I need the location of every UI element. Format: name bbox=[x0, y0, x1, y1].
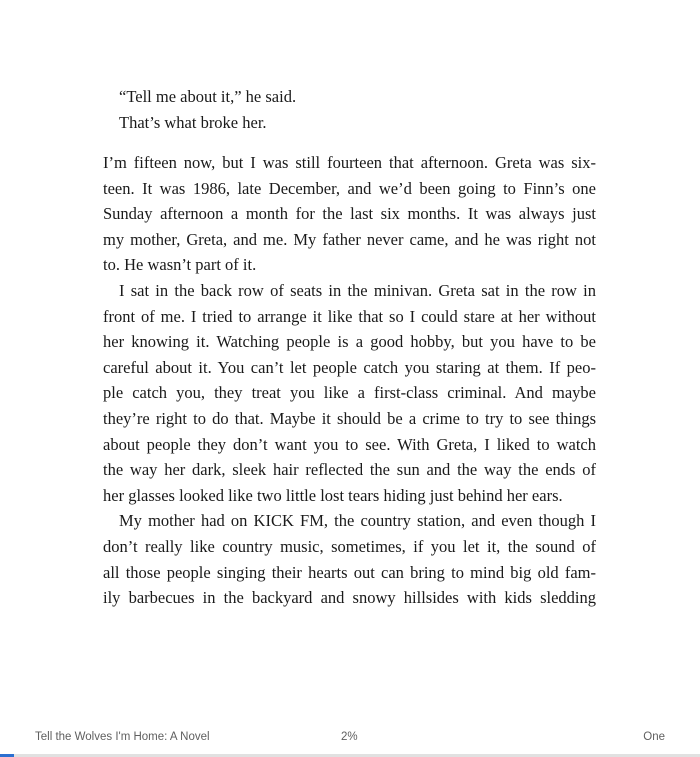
text-line: don’t really like country music, sometimes, if you let it, the sound of bbox=[103, 536, 596, 556]
text-line: teen. It was 1986, late December, and we’d been going to Finn’s one bbox=[103, 178, 596, 198]
text-line: careful about it. You can’t let people catch you staring at them. If peo- bbox=[103, 357, 596, 377]
book-title[interactable]: Tell the Wolves I'm Home: A Novel bbox=[35, 731, 210, 743]
text-line: her knowing it. Watching people is a good hobby, but you have to be bbox=[103, 332, 596, 352]
text-line: the way her dark, sleek hair reflected the sun and the way the ends of bbox=[103, 460, 596, 480]
dialogue-line: That’s what broke her. bbox=[119, 113, 267, 132]
text-line: her glasses looked like two little lost tears hiding just behind her ears. bbox=[103, 485, 563, 505]
text-line: all those people singing their hearts out can bring to mind big old fam- bbox=[103, 562, 596, 582]
dialogue-line: “Tell me about it,” he said. bbox=[119, 87, 297, 106]
body-text bbox=[103, 150, 596, 611]
text-line: I’m fifteen now, but I was still fourteen that afternoon. Greta was six- bbox=[103, 153, 596, 172]
dialogue-block bbox=[119, 84, 296, 136]
text-line: to. He wasn’t part of it. bbox=[103, 255, 257, 275]
text-line: front of me. I tried to arrange it like that so I could stare at her without bbox=[103, 306, 596, 326]
text-line: about people they don’t want you to see. With Greta, I liked to watch bbox=[103, 434, 596, 454]
text-line: ily barbecues in the backyard and snowy hillsides with kids sledding bbox=[103, 588, 596, 608]
text-line: My mother had on KICK FM, the country station, and even though I bbox=[119, 511, 596, 531]
text-line: Sunday afternoon a month for the last six months. It was always just bbox=[103, 204, 596, 224]
progress-percent: 2% bbox=[341, 731, 358, 743]
text-line: I sat in the back row of seats in the minivan. Greta sat in the row in bbox=[119, 280, 596, 300]
reader-footer bbox=[0, 728, 700, 748]
chapter-name[interactable]: One bbox=[643, 731, 665, 743]
text-line: my mother, Greta, and me. My father never came, and he was right not bbox=[103, 229, 596, 249]
text-line: ple catch you, they treat you like a first-class criminal. And maybe bbox=[103, 383, 596, 403]
text-line: they’re right to do that. Maybe it should be a crime to try to see things bbox=[103, 408, 596, 428]
